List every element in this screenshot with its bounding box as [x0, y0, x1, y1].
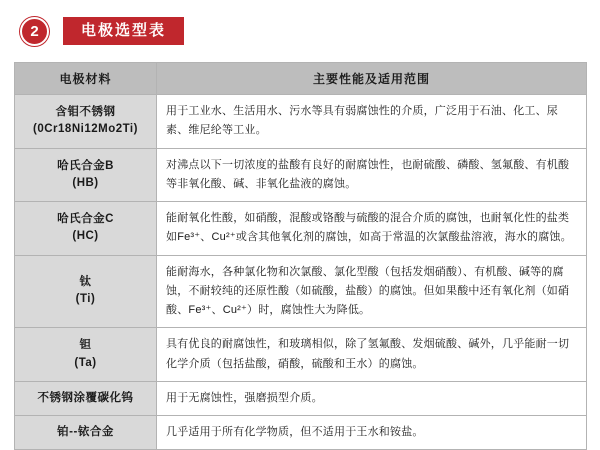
material-code: (HC): [72, 230, 99, 243]
material-name: 含钼不锈钢: [55, 106, 116, 118]
material-name: 钛: [79, 276, 92, 289]
material-cell: [15, 328, 157, 382]
material-code: (0Cr18Ni12Mo2Ti): [33, 123, 138, 136]
table-row: [15, 202, 587, 256]
material-name: 铂--铱合金: [57, 426, 114, 438]
column-header-description: 主要性能及适用范围: [157, 63, 587, 95]
material-code: (HB): [72, 176, 99, 189]
table-row: [15, 148, 587, 202]
material-cell: [15, 95, 157, 149]
table-row: [15, 95, 587, 149]
material-cell: [15, 416, 157, 450]
section-header: [20, 14, 586, 48]
table-header-row: [15, 63, 587, 95]
table-row: [15, 255, 587, 328]
description-cell: 能耐海水，各种氯化物和次氯酸、氯化型酸（包括发烟硝酸）、有机酸、碱等的腐蚀，不耐较纯的还原性酸（如硫酸，盐酸）的腐蚀。但如果酸中还有氧化剂（如硝酸、Fe³⁺、Cu²⁺）时，腐蚀性大为降低。: [157, 255, 587, 328]
table-row: [15, 328, 587, 382]
table-row: [15, 381, 587, 415]
electrode-selection-table: [14, 62, 587, 450]
page-title: 电极选型表: [63, 17, 184, 45]
material-cell: [15, 202, 157, 256]
table-header: [15, 63, 587, 95]
material-name: 钽: [79, 339, 92, 352]
section-number-badge: 2: [20, 17, 49, 46]
table-body: [15, 95, 587, 450]
material-cell: [15, 381, 157, 415]
description-cell: 几乎适用于所有化学物质，但不适用于王水和铵盐。: [157, 416, 587, 450]
table-row: [15, 416, 587, 450]
material-name: 哈氏合金B: [57, 159, 114, 172]
description-cell: 用于工业水、生活用水、污水等具有弱腐蚀性的介质，广泛用于石油、化工、尿素、维尼纶等工业。: [157, 95, 587, 149]
description-cell: 具有优良的耐腐蚀性，和玻璃相似，除了氢氟酸、发烟硫酸、碱外，几乎能耐一切化学介质（包括盐酸，硝酸，硫酸和王水）的腐蚀。: [157, 328, 587, 382]
material-cell: [15, 255, 157, 328]
description-cell: 能耐氧化性酸，如硝酸，混酸或铬酸与硫酸的混合介质的腐蚀，也耐氧化性的盐类如Fe³⁺、Cu²⁺或含其他氧化剂的腐蚀，如高于常温的次氯酸盐溶液，海水的腐蚀。: [157, 202, 587, 256]
description-cell: 对沸点以下一切浓度的盐酸有良好的耐腐蚀性，也耐硫酸、磷酸、氢氟酸、有机酸等非氧化酸、碱、非氧化盐液的腐蚀。: [157, 148, 587, 202]
material-cell: [15, 148, 157, 202]
column-header-material: 电极材料: [15, 63, 157, 95]
material-name: 哈氏合金C: [57, 213, 114, 225]
description-cell: 用于无腐蚀性，强磨损型介质。: [157, 381, 587, 415]
material-code: (Ti): [75, 293, 96, 306]
material-name: 不锈钢涂覆碳化钨: [37, 391, 134, 404]
material-code: (Ta): [74, 356, 97, 369]
